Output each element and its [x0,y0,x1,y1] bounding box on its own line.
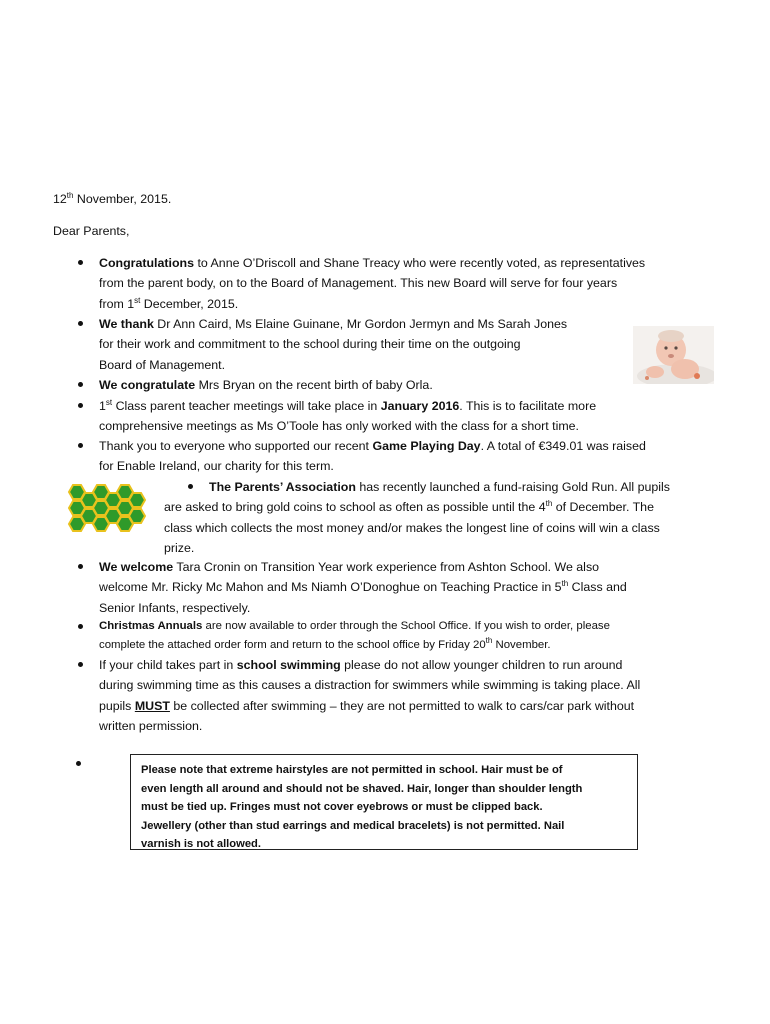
gold-coins-image [65,481,153,537]
item-game-day: Thank you to everyone who supported our recent Game Playing Day. A total of €349.01 was raised for Enable Ireland, our charity for this term. [99,436,646,477]
item-school-swimming: If your child takes part in school swimming please do not allow younger children to run around during swimming time as this causes a distraction for swimmers while swimming is taking place. All pupils MUST be collected after swimming – they are not permitted to walk to cars/car park without written permission. [99,655,640,737]
greeting: Dear Parents, [53,224,130,238]
item-parents-association: The Parents’ Association has recently launched a fund-raising Gold Run. All pupils are asked to bring gold coins to school as often as possible until the 4th of December. The class which collects the most money and/or makes the longest line of coins will win a class prize. [164,480,670,556]
hairstyle-notice-box: Please note that extreme hairstyles are not permitted in school. Hair must be of even length all around and should not be shaved. Hair, longer than shoulder length must be tied up. Fringes must not cover eyebrows or must be clipped back. Jewellery (other than stud earrings and medical bracelets) is not permitted. Nail varnish is not allowed. [130,754,638,850]
item-we-thank: We thank Dr Ann Caird, Ms Elaine Guinane, Mr Gordon Jermyn and Ms Sarah Jones for their work and commitment to the school during their time on the outgoing Board of Management. [99,314,567,375]
bullet-dot [188,484,193,489]
letter-date: 12th November, 2015. [53,190,172,206]
item-we-congratulate: We congratulate Mrs Bryan on the recent birth of baby Orla. [99,375,433,395]
empty-bullet [76,761,81,766]
baby-photo [633,326,714,384]
item-christmas-annuals: Christmas Annuals are now available to order through the School Office. If you wish to order, please complete the attached order form and return to the school office by Friday 20th November. [99,617,610,655]
item-meetings: 1st Class parent teacher meetings will take place in January 2016. This is to facilitate more comprehensive meetings as Ms O’Toole has only worked with the class for a short time. [99,396,596,437]
item-congratulations: Congratulations to Anne O’Driscoll and Shane Treacy who were recently voted, as representatives from the parent body, on to the Board of Management. This new Board will serve for four years from 1st December, 2015. [99,253,645,314]
item-we-welcome: We welcome Tara Cronin on Transition Year work experience from Ashton School. We also welcome Mr. Ricky Mc Mahon and Ms Niamh O’Donoghue on Teaching Practice in 5th Class and Senior Infants, respectively. [99,557,627,618]
